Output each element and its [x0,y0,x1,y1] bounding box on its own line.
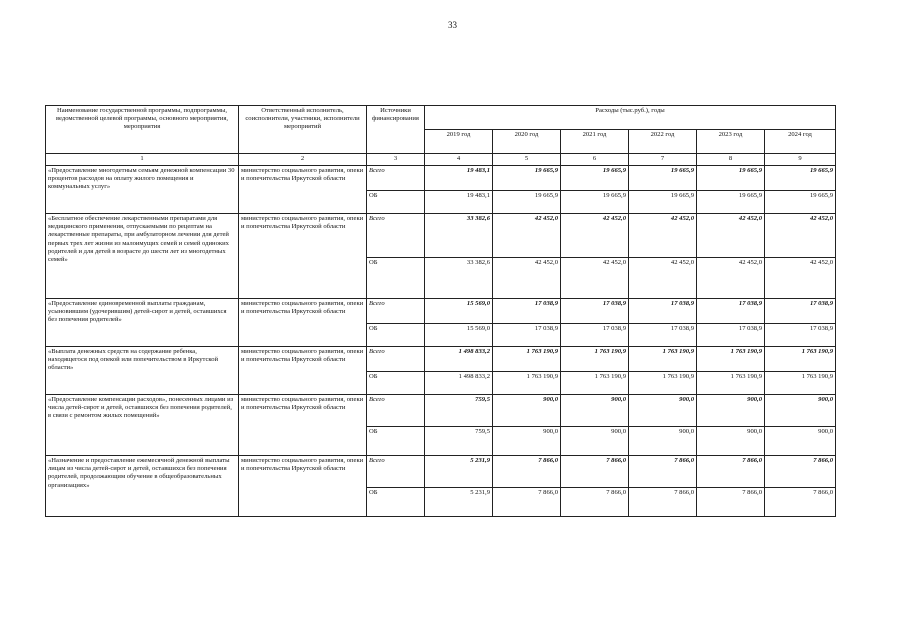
column-number: 5 [493,154,561,166]
total-value: 1 498 833,2 [425,347,493,372]
total-value: 900,0 [493,395,561,427]
total-value: 17 038,9 [629,299,697,324]
ob-value: 42 452,0 [629,258,697,299]
measure-name: «Предоставление многодетным семьям денежной компенсации 30 процентов расходов на оплату жилого помещения и коммунальных услуг» [46,166,239,214]
total-value: 19 665,9 [629,166,697,191]
total-value: 1 763 190,9 [493,347,561,372]
responsible-executor: министерство социального развития, опеки и попечительства Иркутской области [239,456,367,517]
total-value: 7 866,0 [629,456,697,488]
total-value: 5 231,9 [425,456,493,488]
ob-value: 19 665,9 [493,191,561,214]
column-number: 8 [697,154,765,166]
table-row [46,347,836,372]
total-value: 900,0 [561,395,629,427]
ob-value: 19 665,9 [765,191,836,214]
total-value: 19 665,9 [765,166,836,191]
header-responsible: Ответственный исполнитель, соисполнители, участники, исполнители мероприятий [239,106,367,154]
ob-value: 1 498 833,2 [425,372,493,395]
source-total-label: Всего [367,299,425,324]
total-value: 17 038,9 [561,299,629,324]
ob-value: 5 231,9 [425,488,493,517]
source-ob-label: ОБ [367,191,425,214]
total-value: 42 452,0 [493,214,561,258]
ob-value: 7 866,0 [493,488,561,517]
column-number: 2 [239,154,367,166]
source-ob-label: ОБ [367,324,425,347]
total-value: 19 665,9 [561,166,629,191]
header-expenses: Расходы (тыс.руб.), годы [425,106,836,130]
page-number: 33 [448,20,457,30]
header-year: 2024 год [765,130,836,154]
total-value: 33 382,6 [425,214,493,258]
ob-value: 1 763 190,9 [493,372,561,395]
total-value: 1 763 190,9 [697,347,765,372]
ob-value: 42 452,0 [493,258,561,299]
responsible-executor: министерство социального развития, опеки и попечительства Иркутской области [239,214,367,299]
total-value: 15 569,0 [425,299,493,324]
ob-value: 7 866,0 [561,488,629,517]
source-total-label: Всего [367,166,425,191]
ob-value: 19 665,9 [697,191,765,214]
header-year: 2019 год [425,130,493,154]
total-value: 900,0 [765,395,836,427]
source-ob-label: ОБ [367,488,425,517]
ob-value: 15 569,0 [425,324,493,347]
responsible-executor: министерство социального развития, опеки и попечительства Иркутской области [239,299,367,347]
measure-name: «Выплата денежных средств на содержание ребенка, находящегося под опекой или попечительством в Иркутской области» [46,347,239,395]
total-value: 42 452,0 [629,214,697,258]
ob-value: 17 038,9 [629,324,697,347]
ob-value: 1 763 190,9 [765,372,836,395]
table-row [46,166,836,191]
header-sources: Источники финансирования [367,106,425,154]
ob-value: 42 452,0 [561,258,629,299]
column-number: 6 [561,154,629,166]
ob-value: 900,0 [493,427,561,456]
total-value: 17 038,9 [493,299,561,324]
total-value: 19 665,9 [493,166,561,191]
header-year: 2021 год [561,130,629,154]
measure-name: «Назначение и предоставление ежемесячной денежной выплаты лицам из числа детей-сирот и детей, оставшихся без попечения родителей, продолжающим обучение в общеобразовательных организациях» [46,456,239,517]
column-number: 4 [425,154,493,166]
total-value: 7 866,0 [697,456,765,488]
measure-name: «Предоставление единовременной выплаты гражданам, усыновившим (удочерившим) детей-сирот и детей, оставшихся без попечения родителей» [46,299,239,347]
measure-name: «Бесплатное обеспечение лекарственными препаратами для медицинского применения, отпускаемыми по рецептам на лекарственные препараты, при амбулаторном лечении для детей первых трех лет жизни из малоимущих семей и семей одиноких родителей и для детей в возрасте до шести лет из многодетных семей» [46,214,239,299]
total-value: 1 763 190,9 [561,347,629,372]
table-row [46,395,836,427]
ob-value: 1 763 190,9 [697,372,765,395]
total-value: 42 452,0 [697,214,765,258]
table-row [46,299,836,324]
ob-value: 17 038,9 [697,324,765,347]
table-row [46,456,836,488]
ob-value: 900,0 [629,427,697,456]
ob-value: 7 866,0 [765,488,836,517]
source-total-label: Всего [367,395,425,427]
ob-value: 17 038,9 [493,324,561,347]
total-value: 759,5 [425,395,493,427]
ob-value: 42 452,0 [697,258,765,299]
responsible-executor: министерство социального развития, опеки и попечительства Иркутской области [239,166,367,214]
total-value: 1 763 190,9 [765,347,836,372]
header-year: 2022 год [629,130,697,154]
ob-value: 759,5 [425,427,493,456]
measure-name: «Предоставление компенсации расходов», понесенных лицами из числа детей-сирот и детей, оставшихся без попечения родителей, в связи с ремонтом жилых помещений» [46,395,239,456]
column-number: 9 [765,154,836,166]
total-value: 900,0 [697,395,765,427]
ob-value: 7 866,0 [697,488,765,517]
column-number: 7 [629,154,697,166]
ob-value: 19 665,9 [629,191,697,214]
total-value: 19 483,1 [425,166,493,191]
ob-value: 1 763 190,9 [561,372,629,395]
total-value: 19 665,9 [697,166,765,191]
source-ob-label: ОБ [367,258,425,299]
responsible-executor: министерство социального развития, опеки и попечительства Иркутской области [239,395,367,456]
table-row [46,214,836,258]
total-value: 42 452,0 [765,214,836,258]
column-number: 1 [46,154,239,166]
header-name: Наименование государственной программы, подпрограммы, ведомственной целевой программы, основного мероприятия, мероприятия [46,106,239,154]
total-value: 900,0 [629,395,697,427]
ob-value: 7 866,0 [629,488,697,517]
total-value: 1 763 190,9 [629,347,697,372]
ob-value: 900,0 [561,427,629,456]
total-value: 17 038,9 [765,299,836,324]
source-total-label: Всего [367,456,425,488]
total-value: 7 866,0 [561,456,629,488]
ob-value: 19 665,9 [561,191,629,214]
ob-value: 33 382,6 [425,258,493,299]
ob-value: 17 038,9 [561,324,629,347]
source-total-label: Всего [367,214,425,258]
responsible-executor: министерство социального развития, опеки и попечительства Иркутской области [239,347,367,395]
column-number: 3 [367,154,425,166]
ob-value: 900,0 [765,427,836,456]
ob-value: 17 038,9 [765,324,836,347]
source-total-label: Всего [367,347,425,372]
ob-value: 900,0 [697,427,765,456]
total-value: 17 038,9 [697,299,765,324]
source-ob-label: ОБ [367,427,425,456]
ob-value: 42 452,0 [765,258,836,299]
source-ob-label: ОБ [367,372,425,395]
ob-value: 1 763 190,9 [629,372,697,395]
header-year: 2020 год [493,130,561,154]
total-value: 7 866,0 [493,456,561,488]
header-year: 2023 год [697,130,765,154]
financing-table [45,105,836,517]
total-value: 7 866,0 [765,456,836,488]
ob-value: 19 483,1 [425,191,493,214]
total-value: 42 452,0 [561,214,629,258]
